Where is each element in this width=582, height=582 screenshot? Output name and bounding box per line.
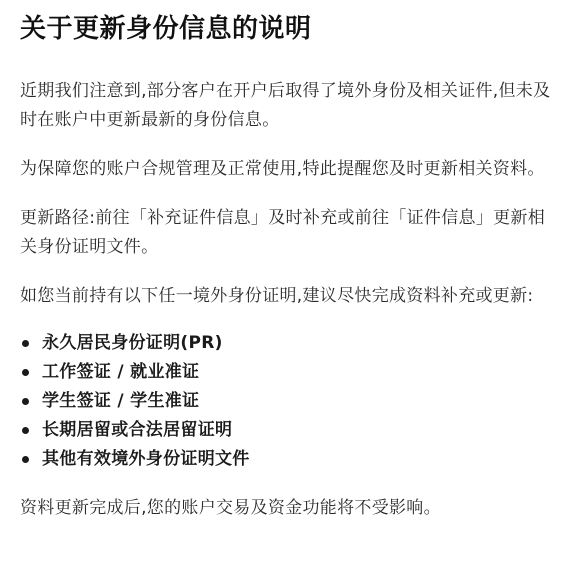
list-item bbox=[20, 387, 562, 416]
reminder-paragraph: 为保障您的账户合规管理及正常使用,特此提醒您及时更新相关资料。 bbox=[20, 159, 545, 179]
bullet-icon bbox=[22, 398, 29, 405]
list-item bbox=[20, 416, 562, 445]
closing-paragraph: 资料更新完成后,您的账户交易及资金功能将不受影响。 bbox=[20, 498, 441, 518]
intro-paragraph: 近期我们注意到,部分客户在开户后取得了境外身份及相关证件,但未及时在账户中更新最新的身份信息。 bbox=[20, 81, 551, 130]
list-item-label: 其他有效境外身份证明文件 bbox=[42, 449, 250, 469]
bullet-icon bbox=[22, 456, 29, 463]
list-item-label: 工作签证 / 就业准证 bbox=[42, 362, 200, 382]
condition-paragraph: 如您当前持有以下任一境外身份证明,建议尽快完成资料补充或更新: bbox=[20, 286, 534, 306]
list-item-label: 长期居留或合法居留证明 bbox=[42, 420, 233, 440]
list-item bbox=[20, 329, 562, 358]
id-document-list bbox=[20, 329, 562, 474]
list-item-label: 永久居民身份证明(PR) bbox=[42, 333, 223, 353]
bullet-icon bbox=[22, 427, 29, 434]
list-item bbox=[20, 358, 562, 387]
bullet-icon bbox=[22, 369, 29, 376]
list-item bbox=[20, 445, 562, 474]
list-item-label: 学生签证 / 学生准证 bbox=[42, 391, 200, 411]
bullet-icon bbox=[22, 340, 29, 347]
update-path-paragraph: 更新路径:前往「补充证件信息」及时补充或前往「证件信息」更新相关身份证明文件。 bbox=[20, 208, 546, 257]
page-title: 关于更新身份信息的说明 bbox=[20, 14, 312, 44]
